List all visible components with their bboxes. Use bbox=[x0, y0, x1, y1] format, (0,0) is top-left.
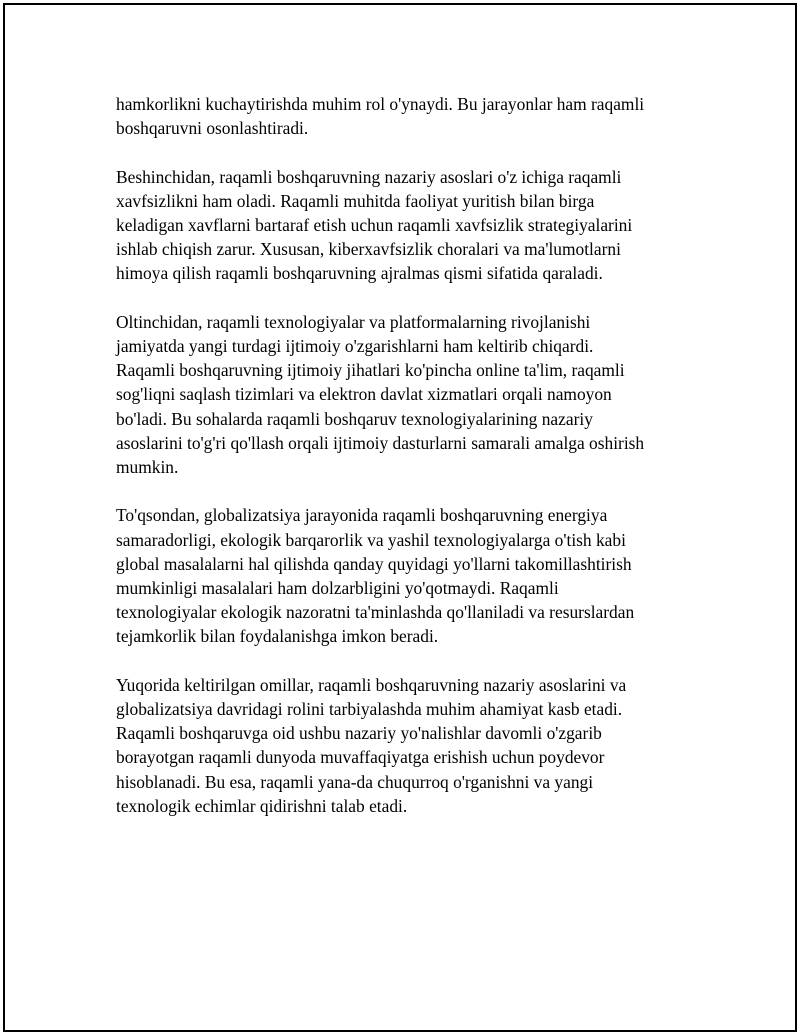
text-line: keladigan xavflarni bartaraf etish uchun raqamli xavfsizlik strategiyalarini bbox=[116, 215, 633, 235]
paragraph-4 bbox=[116, 503, 676, 648]
paragraph-3 bbox=[116, 310, 676, 479]
paragraph-5 bbox=[116, 673, 676, 818]
text-line: ishlab chiqish zarur. Xususan, kiberxavfsizlik choralari va ma'lumotlarni bbox=[116, 239, 621, 260]
paragraph-2 bbox=[116, 165, 676, 286]
text-line: xavfsizlikni ham oladi. Raqamli muhitda faoliyat yuritish bilan birga bbox=[116, 190, 595, 211]
text-line: Yuqorida keltirilgan omillar, raqamli boshqaruvning nazariy asoslarini va bbox=[116, 674, 627, 695]
text-line: samaradorligi, ekologik barqarorlik va yashil texnologiyalarga o'tish kabi bbox=[116, 529, 626, 550]
text-line: Oltinchidan, raqamli texnologiyalar va platformalarning rivojlanishi bbox=[116, 311, 591, 332]
text-line: hamkorlikni kuchaytirishda muhim rol o'ynaydi. Bu jarayonlar ham raqamli bbox=[116, 94, 645, 114]
text-line: Raqamli boshqaruvning ijtimoiy jihatlari ko'pincha online ta'lim, raqamli bbox=[116, 360, 625, 381]
text-line: texnologik echimlar qidirishni talab etadi. bbox=[116, 795, 408, 816]
paragraph-1 bbox=[116, 92, 676, 140]
text-line: sog'liqni saqlash tizimlari va elektron davlat xizmatlari orqali namoyon bbox=[116, 384, 612, 405]
text-line: Beshinchidan, raqamli boshqaruvning nazariy asoslari o'z ichiga raqamli bbox=[116, 166, 622, 187]
text-line: mumkinligi masalalari ham dolzarbligini yo'qotmaydi. Raqamli bbox=[116, 578, 559, 599]
text-line: mumkin. bbox=[116, 457, 179, 478]
text-line: hisoblanadi. Bu esa, raqamli yana-da chuqurroq o'rganishni va yangi bbox=[116, 771, 594, 792]
text-line: bo'ladi. Bu sohalarda raqamli boshqaruv texnologiyalarining nazariy bbox=[116, 408, 593, 429]
text-line: jamiyatda yangi turdagi ijtimoiy o'zgarishlarni ham keltirib chiqardi. bbox=[116, 336, 594, 356]
text-line: borayotgan raqamli dunyoda muvaffaqiyatga erishish uchun poydevor bbox=[116, 747, 605, 768]
text-line: asoslarini to'g'ri qo'llash orqali ijtimoiy dasturlarni samarali amalga oshirish bbox=[116, 432, 645, 453]
text-line: texnologiyalar ekologik nazoratni ta'minlashda qo'llaniladi va resurslardan bbox=[116, 602, 635, 623]
document-body bbox=[116, 92, 676, 842]
text-line: globalizatsiya davridagi rolini tarbiyalashda muhim ahamiyat kasb etadi. bbox=[116, 699, 623, 720]
text-line: global masalalarni hal qilishda qanday quyidagi yo'llarni takomillashtirish bbox=[116, 553, 632, 574]
text-line: boshqaruvni osonlashtiradi. bbox=[116, 118, 309, 139]
text-line: tejamkorlik bilan foydalanishga imkon beradi. bbox=[116, 626, 439, 647]
text-line: To'qsondan, globalizatsiya jarayonida raqamli boshqaruvning energiya bbox=[116, 505, 608, 526]
text-line: Raqamli boshqaruvga oid ushbu nazariy yo'nalishlar davomli o'zgarib bbox=[116, 723, 602, 744]
text-line: himoya qilish raqamli boshqaruvning ajralmas qismi sifatida qaraladi. bbox=[116, 263, 603, 284]
